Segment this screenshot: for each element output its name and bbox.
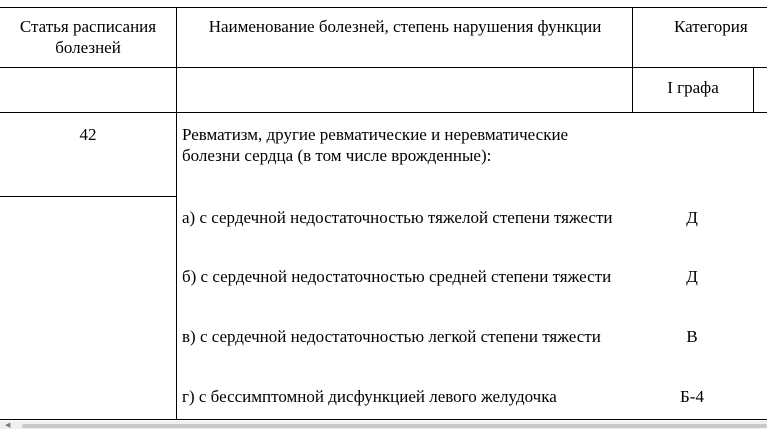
header-graph-1: I графа [667, 78, 719, 97]
table-bottom-border [0, 419, 767, 420]
header-disease-column: Наименование болезней, степень нарушения функции [208, 17, 602, 36]
list-item-a-text: а) с сердечной недостаточностью тяжелой степени тяжести [182, 208, 613, 227]
header-category-column: Категория [674, 17, 748, 36]
list-item-b-category: Д [686, 267, 698, 286]
header-article-column: Статья расписания болезней [19, 17, 157, 57]
list-item-d-category: Б-4 [680, 387, 704, 406]
body-top-border [0, 112, 767, 113]
header-divider [0, 67, 767, 68]
list-item-c-text: в) с сердечной недостаточностью легкой степени тяжести [182, 327, 601, 346]
scroll-left-arrow-icon[interactable]: ◀ [5, 421, 11, 429]
horizontal-scrollbar[interactable] [0, 421, 767, 429]
list-item-d-text: г) с бессимптомной дисфункцией левого желудочка [182, 387, 557, 406]
list-item-c-category: В [686, 327, 698, 346]
list-item-a-category: Д [686, 208, 698, 227]
list-item-b-text: б) с сердечной недостаточностью средней степени тяжести [182, 267, 612, 286]
article-number-bottom-border [0, 196, 176, 197]
article-number: 42 [79, 125, 97, 144]
column-divider-1 [176, 7, 177, 420]
scrollbar-thumb[interactable] [22, 424, 767, 428]
article-title: Ревматизм, другие ревматические и неревматические болезни сердца (в том числе врожденные): [182, 125, 569, 165]
table-top-border [0, 7, 767, 8]
column-divider-3 [753, 67, 754, 113]
